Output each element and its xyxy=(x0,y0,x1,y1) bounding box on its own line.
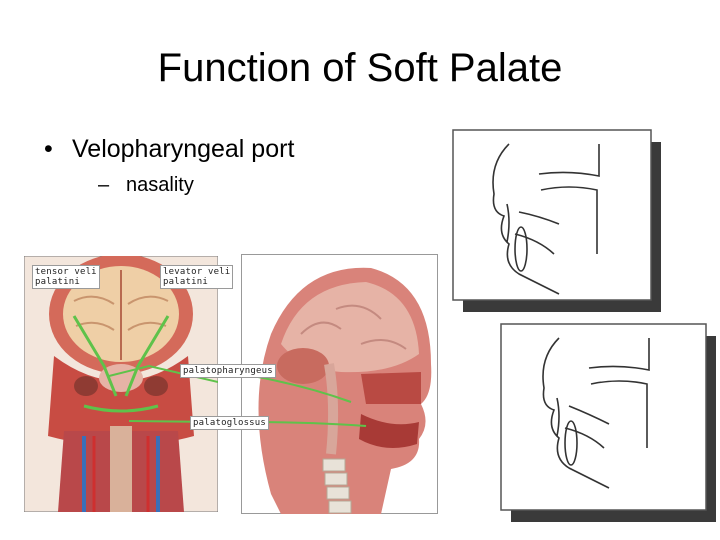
sub-bullet-symbol: – xyxy=(98,174,110,196)
sub-bullet-item xyxy=(98,172,194,198)
label-palatoglossus: palatoglossus xyxy=(190,416,269,430)
bullet-text: Velopharyngeal port xyxy=(72,135,295,163)
label-levator-veli-palatini: levator veli palatini xyxy=(160,265,233,289)
bullet-item xyxy=(44,133,294,165)
label-tensor-veli-palatini: tensor veli palatini xyxy=(32,265,100,289)
coronal-head-anatomy-image xyxy=(24,256,218,512)
label-palatopharyngeus: palatopharyngeus xyxy=(180,364,276,378)
sub-bullet-text: nasality xyxy=(126,174,194,196)
velopharyngeal-diagrams-image xyxy=(449,124,720,524)
slide-title: Function of Soft Palate xyxy=(157,46,563,90)
sagittal-head-anatomy-image xyxy=(241,254,438,514)
bullet-symbol: • xyxy=(44,135,53,163)
